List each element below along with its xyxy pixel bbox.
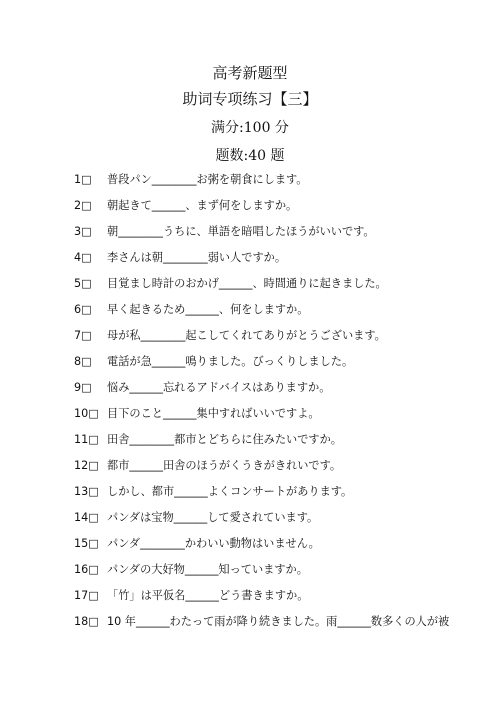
question-item bbox=[0, 482, 500, 502]
question-number: 11□ bbox=[74, 433, 99, 446]
question-text: 田舎________都市とどちらに住みたいですか。 bbox=[107, 433, 342, 446]
question-text: 都市______田舎のほうがくうきがきれいです。 bbox=[107, 459, 342, 472]
question-item bbox=[0, 612, 500, 632]
question-text: 母が私________起こしてくれてありがとうございます。 bbox=[107, 329, 386, 342]
question-item bbox=[0, 274, 500, 294]
question-text: パンダ________かわいい動物はいません。 bbox=[107, 537, 320, 550]
question-text: 電話が急______鳴りました。びっくりしました。 bbox=[107, 355, 354, 368]
question-number: 12□ bbox=[74, 459, 99, 472]
question-text: 早く起きるため______、何をしますか。 bbox=[107, 303, 309, 316]
question-item bbox=[0, 378, 500, 398]
question-text: 10 年______わたって雨が降り続きました。雨______数多くの人が被 bbox=[107, 615, 450, 628]
question-text: パンダは宝物______して愛されています。 bbox=[107, 511, 319, 524]
question-number: 13□ bbox=[74, 485, 99, 498]
question-number: 3□ bbox=[74, 225, 92, 238]
question-item bbox=[0, 170, 500, 190]
question-item bbox=[0, 222, 500, 242]
question-number: 1□ bbox=[74, 173, 92, 186]
question-item bbox=[0, 326, 500, 346]
question-text: 朝________うちに、単語を暗唱したほうがいいです。 bbox=[107, 225, 375, 238]
total-score: 满分:100 分 bbox=[211, 120, 289, 136]
question-item bbox=[0, 248, 500, 268]
question-number: 5□ bbox=[74, 277, 92, 290]
question-number: 4□ bbox=[74, 251, 92, 264]
question-number: 14□ bbox=[74, 511, 99, 524]
question-text: 李さんは朝________弱い人ですか。 bbox=[107, 251, 287, 264]
question-text: パンダの大好物______知っていますか。 bbox=[107, 563, 308, 576]
question-item bbox=[0, 560, 500, 580]
question-item bbox=[0, 404, 500, 424]
question-number: 9□ bbox=[74, 381, 92, 394]
question-item bbox=[0, 586, 500, 606]
question-item bbox=[0, 352, 500, 372]
question-number: 18□ bbox=[74, 615, 99, 628]
question-text: しかし、都市______よくコンサートがあります。 bbox=[107, 485, 353, 498]
question-item bbox=[0, 196, 500, 216]
question-item bbox=[0, 534, 500, 554]
question-item bbox=[0, 456, 500, 476]
question-text: 普段パン________お粥を朝食にします。 bbox=[107, 173, 308, 186]
question-number: 2□ bbox=[74, 199, 92, 212]
document-subtitle: 助词专项练习【三】 bbox=[182, 90, 318, 108]
question-item bbox=[0, 508, 500, 528]
question-number: 7□ bbox=[74, 329, 92, 342]
document-title: 高考新题型 bbox=[212, 64, 288, 82]
question-number: 10□ bbox=[74, 407, 99, 420]
question-text: 目覚まし時計のおかげ______、時間通りに起きました。 bbox=[107, 277, 387, 290]
question-number: 6□ bbox=[74, 303, 92, 316]
question-text: 朝起きて______、まず何をしますか。 bbox=[107, 199, 298, 212]
question-number: 16□ bbox=[74, 563, 99, 576]
question-item bbox=[0, 300, 500, 320]
question-number: 17□ bbox=[74, 589, 99, 602]
question-number: 8□ bbox=[74, 355, 92, 368]
question-text: 目下のこと______集中すればいいですよ。 bbox=[107, 407, 320, 420]
question-number: 15□ bbox=[74, 537, 99, 550]
question-item bbox=[0, 430, 500, 450]
question-text: 「竹」は平仮名______どう書きますか。 bbox=[107, 589, 309, 602]
question-text: 悩み______忘れるアドバイスはありますか。 bbox=[107, 381, 331, 394]
question-count: 题数:40 题 bbox=[215, 148, 285, 164]
